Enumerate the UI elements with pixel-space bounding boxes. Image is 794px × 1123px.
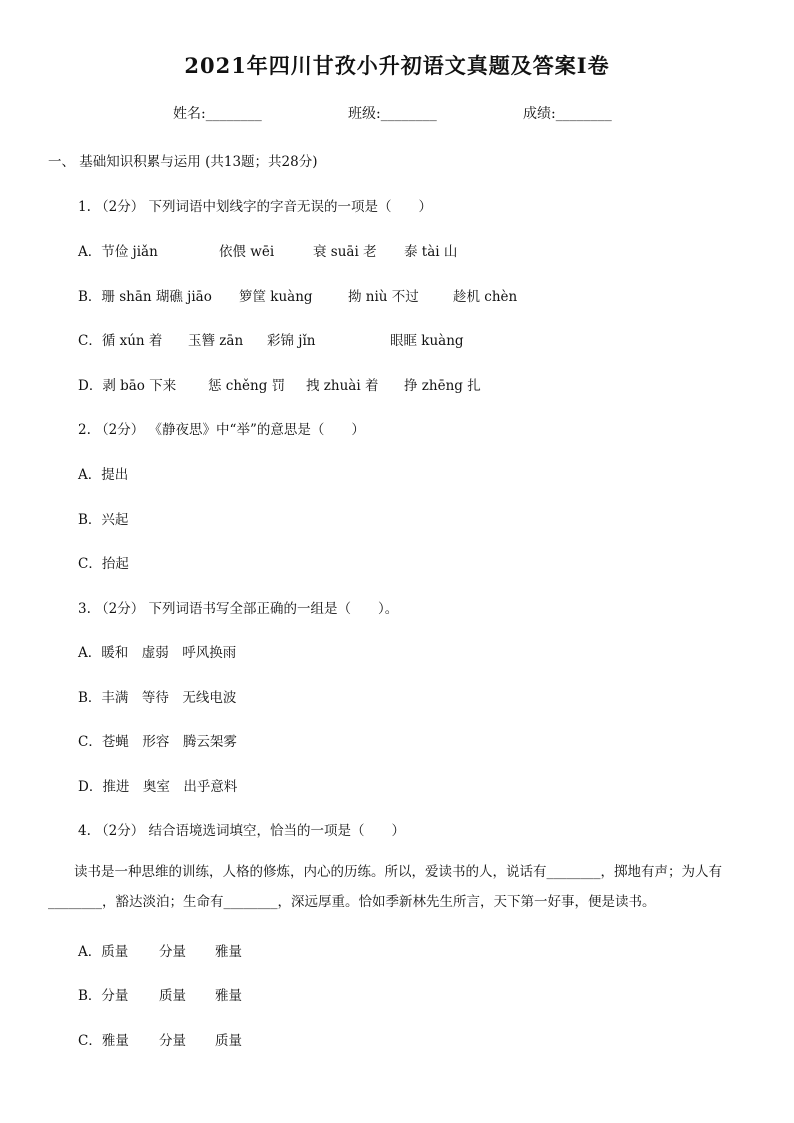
q1-d-word-1: D．剥 bāo 下来: [78, 378, 177, 394]
question-2-stem: 2. （2分） 《静夜思》中“举”的意思是（ ）: [78, 422, 365, 438]
q4-c-word-2: 分量: [159, 1033, 186, 1049]
q3-option-b: B．丰满 等待 无线电波: [78, 690, 237, 706]
q1-d-word-4: 挣 zhēng 扎: [404, 378, 481, 394]
q1-a-word-3: 衰 suāi 老: [313, 244, 377, 260]
question-3-stem: 3. （2分） 下列词语书写全部正确的一组是（ ）。: [78, 601, 399, 617]
q1-c-word-4: 眼眶 kuàng: [390, 333, 464, 349]
q1-b-word-1: B．珊 shān 瑚礁 jiāo: [78, 289, 212, 305]
question-4-stem: 4. （2分） 结合语境选词填空，恰当的一项是（ ）: [78, 823, 406, 839]
q4-passage-text: 读书是一种思维的训练，人格的修炼，内心的历练。所以，爱读书的人，说话有________，掷地有声；为人有________，豁达淡泊；生命有________，深远厚重。恰如季新林先生所言，天下第一好事，便是读书。: [48, 864, 722, 910]
q2-option-a: A．提出: [78, 467, 129, 483]
q1-a-word-1: A．节俭 jiǎn: [78, 244, 158, 260]
q1-b-word-4: 趁机 chèn: [453, 289, 518, 305]
q4-b-word-3: 雅量: [215, 988, 242, 1004]
q4-b-word-2: 质量: [159, 988, 186, 1004]
q4-a-word-2: 分量: [159, 944, 186, 960]
q1-c-word-2: 玉簪 zān: [188, 333, 244, 349]
q1-a-word-4: 泰 tài 山: [404, 244, 458, 260]
q3-option-d: D．推进 奥室 出乎意料: [78, 779, 238, 795]
q4-passage: [48, 857, 748, 917]
q4-c-word-1: C．雅量: [78, 1033, 129, 1049]
q1-c-word-1: C．循 xún 着: [78, 333, 163, 349]
q2-option-c: C．抬起: [78, 556, 129, 572]
name-field-label: 姓名:________: [173, 106, 262, 122]
q4-a-word-3: 雅量: [215, 944, 242, 960]
page-title: 2021年四川甘孜小升初语文真题及答案Ⅰ卷: [184, 53, 610, 78]
q1-b-word-3: 拗 niù 不过: [348, 289, 419, 305]
q4-b-word-1: B．分量: [78, 988, 129, 1004]
q1-d-word-2: 惩 chěng 罚: [208, 378, 286, 394]
question-1-stem: 1. （2分） 下列词语中划线字的字音无误的一项是（ ）: [78, 199, 433, 215]
q3-option-a: A．暖和 虚弱 呼风换雨: [78, 645, 237, 661]
q1-c-word-3: 彩锦 jǐn: [267, 333, 316, 349]
q1-d-word-3: 拽 zhuài 着: [306, 378, 379, 394]
class-field-label: 班级:________: [348, 106, 437, 122]
q2-option-b: B．兴起: [78, 512, 129, 528]
q1-b-word-2: 箩筐 kuàng: [239, 289, 313, 305]
q3-option-c: C．苍蝇 形容 腾云架雾: [78, 734, 237, 750]
score-field-label: 成绩:________: [523, 106, 612, 122]
q1-a-word-2: 依偎 wēi: [219, 244, 275, 260]
section-heading: 一、 基础知识积累与运用 (共13题；共28分): [48, 154, 318, 170]
q4-c-word-3: 质量: [215, 1033, 242, 1049]
q4-a-word-1: A．质量: [78, 944, 129, 960]
